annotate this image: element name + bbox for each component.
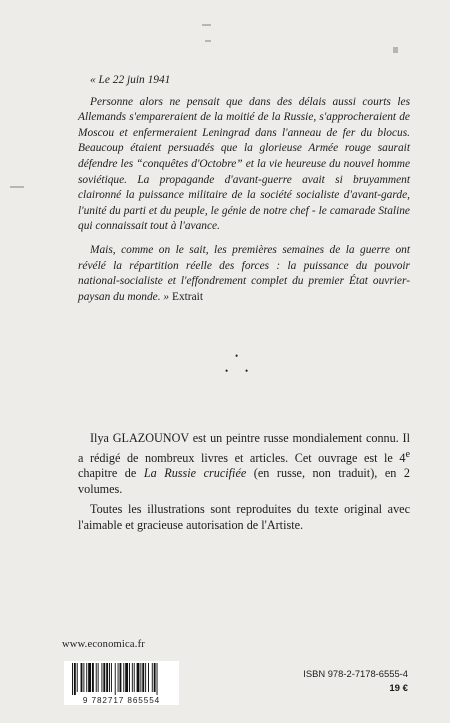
barcode-bar [132,663,133,692]
barcode-bars [64,661,179,695]
barcode-bar [145,663,146,692]
barcode-bar [106,663,108,692]
bio-paragraph [78,431,410,497]
barcode-bar [81,663,83,692]
paper-speck [205,40,211,42]
barcode-bar [148,663,149,692]
barcode-bar [152,663,153,692]
barcode-bar [92,663,94,692]
separator-dot: • [245,366,249,376]
bio-text: (en russe, non traduit), en 2 volumes. [78,466,410,496]
barcode-bar [140,663,141,692]
barcode-bar [115,663,116,695]
author-bio [78,431,410,539]
barcode-bar [142,663,144,692]
excerpt-paragraph [78,243,410,305]
barcode-bar [86,663,87,692]
barcode-bar [103,663,105,692]
barcode-bar [96,663,97,692]
excerpt-paragraph-text: Mais, comme on le sait, les premières semaines de la guerre ont révélé la répartition réelle des forces : la puissance du pouvoir national-socialiste et l'effondrement complet du premier État ouvrier-paysan du monde. » [78,243,410,303]
barcode-bar [157,663,158,695]
publisher-website: www.economica.fr [62,639,145,650]
barcode-bar [134,663,135,692]
barcode-bar [129,663,130,692]
separator-dot: • [225,366,229,376]
barcode-bar [118,663,119,692]
paper-speck [10,186,24,188]
price: 19 € [389,683,408,694]
isbn: ISBN 978-2-7178-6555-4 [303,668,408,679]
barcode-bar [137,663,140,692]
bio-text: chapitre de [78,466,144,481]
barcode-bar [109,663,110,692]
paper-speck [202,24,211,26]
barcode-bar [83,663,84,692]
barcode-bar [88,663,91,692]
barcode-bar [77,663,78,692]
excerpt-date: « Le 22 juin 1941 [90,74,171,86]
barcode-bar [98,663,99,692]
bio-paragraph: Toutes les illustrations sont reproduites du texte original avec l'aimable et gracieuse autorisation de l'Artiste. [78,502,410,533]
book-excerpt [78,73,410,313]
bio-superscript: e [405,448,410,460]
section-separator [222,352,262,382]
book-title: La Russie crucifiée [143,466,247,481]
excerpt-label: Extrait [171,290,203,303]
barcode-bar [74,663,76,695]
barcode-bar [101,663,102,692]
barcode [64,661,179,705]
paper-speck [393,47,398,53]
barcode-bar [72,663,73,695]
bio-text: Ilya GLAZOUNOV est un peintre russe mondialement connu. Il a rédigé de nombreux livres et articles. Cet ouvrage est le 4 [78,431,410,465]
barcode-bar [125,663,128,692]
excerpt-paragraph: Personne alors ne pensait que dans des délais aussi courts les Allemands s'empareraient de la moitié de la Russie, s'approcheraient de Moscou et enfermeraient Leningrad dans l'anneau de fer du blocus. Beaucoup étaient persuadés que la glorieuse Armée rouge saurait défendre les “conquêtes d'Octobre” et la vie heureuse du nouvel homme soviétique. La propagande d'avant-guerre avait si bruyamment claironné la puissance militaire de la société socialiste d'avant-garde, l'unité du parti et du peuple, le génie de notre chef - le camarade Staline qui connaissait tout à l'avance. [78,95,410,233]
barcode-digits: 9 782717 865554 [82,696,161,705]
barcode-bar [123,663,124,692]
separator-dot: • [235,351,239,361]
barcode-bar [111,663,112,692]
barcode-bar [154,663,156,692]
barcode-bar [120,663,122,692]
